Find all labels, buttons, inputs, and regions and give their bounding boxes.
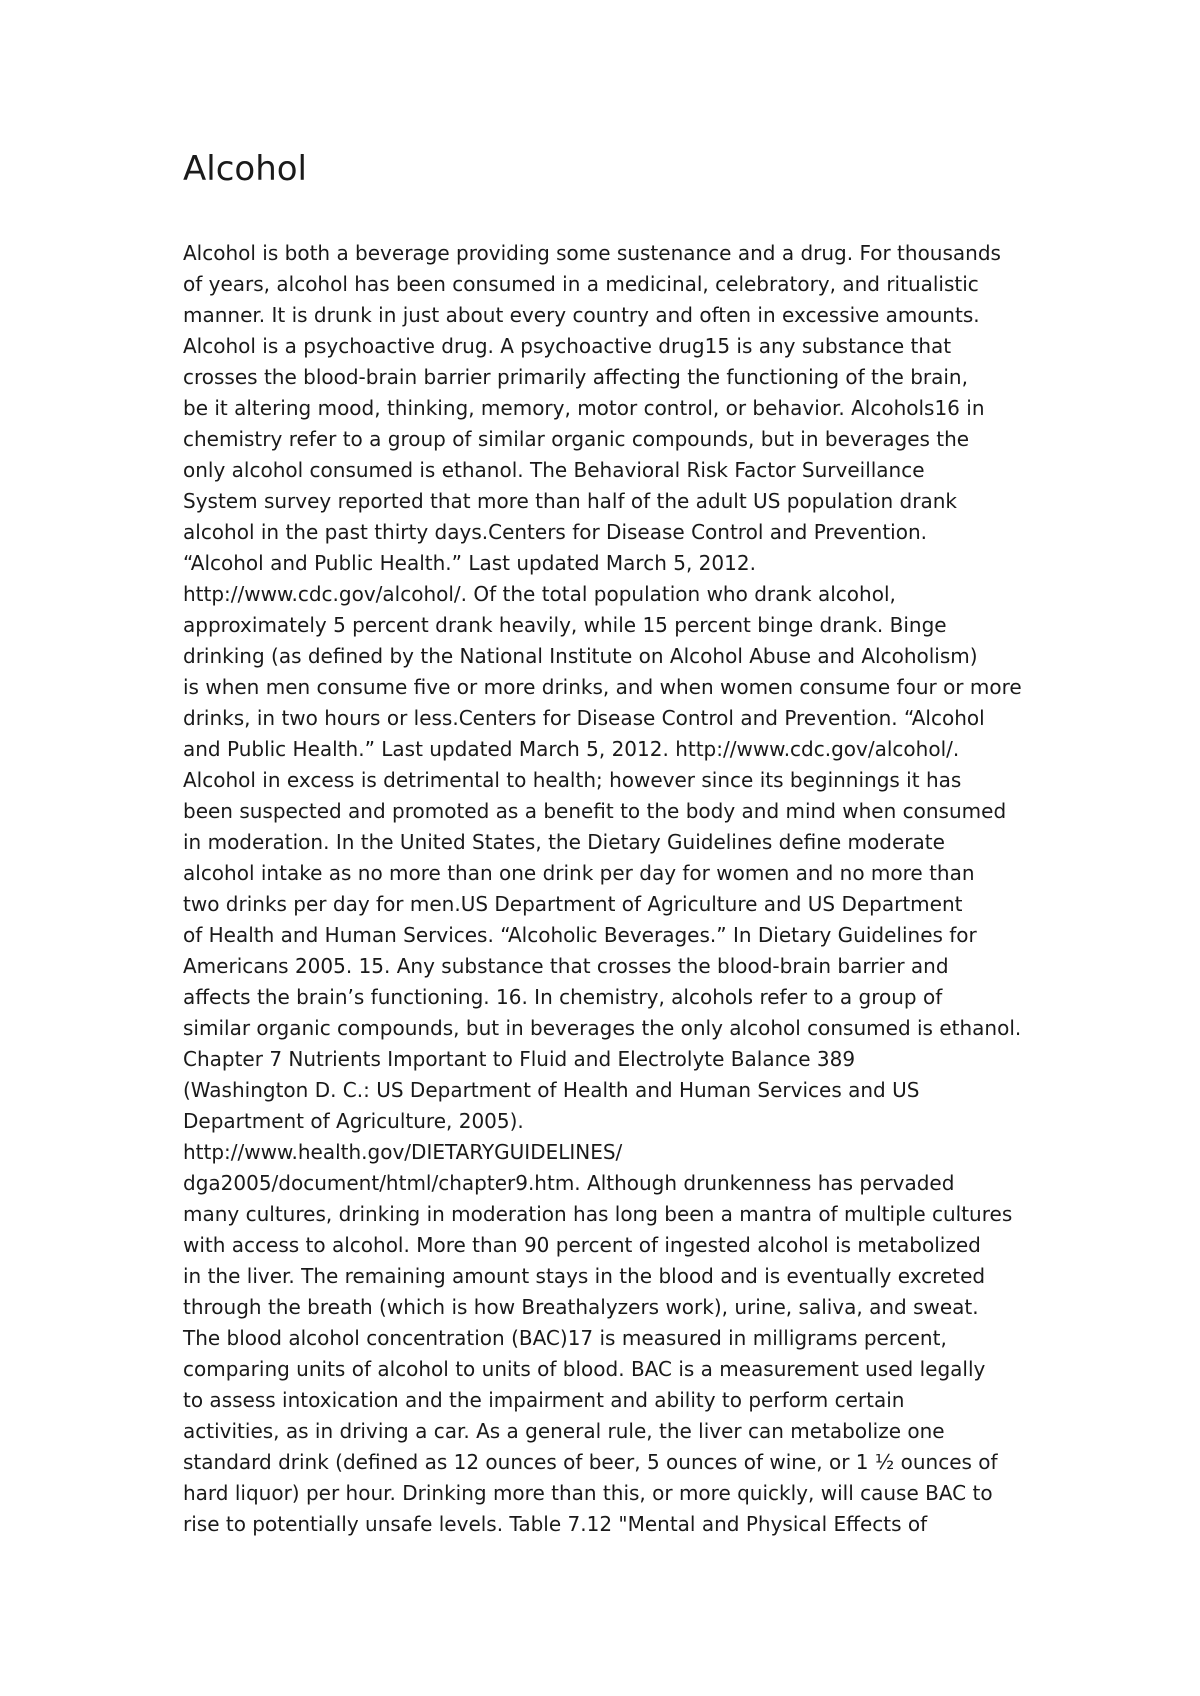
text-line: http://www.health.gov/DIETARYGUIDELINES/ — [183, 1140, 623, 1164]
text-line: Americans 2005. 15. Any substance that crosses the blood-brain barrier and — [183, 954, 949, 978]
text-line: (Washington D. C.: US Department of Health and Human Services and US — [183, 1078, 920, 1102]
text-line: in moderation. In the United States, the Dietary Guidelines define moderate — [183, 830, 945, 854]
text-line: is when men consume five or more drinks, and when women consume four or more — [183, 675, 1022, 699]
text-line: chemistry refer to a group of similar organic compounds, but in beverages the — [183, 427, 970, 451]
text-line: crosses the blood-brain barrier primarily affecting the functioning of the brain, — [183, 365, 968, 389]
text-line: alcohol in the past thirty days.Centers for Disease Control and Prevention. — [183, 520, 927, 544]
text-line: approximately 5 percent drank heavily, while 15 percent binge drank. Binge — [183, 613, 947, 637]
text-line: comparing units of alcohol to units of blood. BAC is a measurement used legally — [183, 1357, 986, 1381]
text-line: of years, alcohol has been consumed in a medicinal, celebratory, and ritualistic — [183, 272, 979, 296]
text-line: Alcohol is both a beverage providing some sustenance and a drug. For thousands — [183, 241, 1001, 265]
text-line: in the liver. The remaining amount stays in the blood and is eventually excreted — [183, 1264, 986, 1288]
text-line: Chapter 7 Nutrients Important to Fluid and Electrolyte Balance 389 — [183, 1047, 856, 1071]
text-line: “Alcohol and Public Health.” Last updated March 5, 2012. — [183, 551, 756, 575]
page-title: Alcohol — [183, 149, 307, 189]
text-line: System survey reported that more than half of the adult US population drank — [183, 489, 957, 513]
text-line: with access to alcohol. More than 90 percent of ingested alcohol is metabolized — [183, 1233, 981, 1257]
text-line: be it altering mood, thinking, memory, motor control, or behavior. Alcohols16 in — [183, 396, 985, 420]
text-line: hard liquor) per hour. Drinking more than this, or more quickly, will cause BAC to — [183, 1481, 993, 1505]
text-line: and Public Health.” Last updated March 5, 2012. http://www.cdc.gov/alcohol/. — [183, 737, 960, 761]
text-line: been suspected and promoted as a benefit to the body and mind when consumed — [183, 799, 1007, 823]
body-paragraph — [183, 238, 1063, 1540]
text-line: rise to potentially unsafe levels. Table 7.12 "Mental and Physical Effects of — [183, 1512, 928, 1536]
text-line: of Health and Human Services. “Alcoholic Beverages.” In Dietary Guidelines for — [183, 923, 977, 947]
text-line: Alcohol is a psychoactive drug. A psychoactive drug15 is any substance that — [183, 334, 952, 358]
text-line: dga2005/document/html/chapter9.htm. Although drunkenness has pervaded — [183, 1171, 955, 1195]
text-line: Alcohol in excess is detrimental to health; however since its beginnings it has — [183, 768, 962, 792]
text-line: activities, as in driving a car. As a general rule, the liver can metabolize one — [183, 1419, 945, 1443]
text-line: to assess intoxication and the impairment and ability to perform certain — [183, 1388, 905, 1412]
text-line: many cultures, drinking in moderation has long been a mantra of multiple cultures — [183, 1202, 1013, 1226]
text-line: http://www.cdc.gov/alcohol/. Of the total population who drank alcohol, — [183, 582, 896, 606]
text-line: standard drink (defined as 12 ounces of beer, 5 ounces of wine, or 1 ½ ounces of — [183, 1450, 998, 1474]
text-line: Department of Agriculture, 2005). — [183, 1109, 524, 1133]
text-line: affects the brain’s functioning. 16. In chemistry, alcohols refer to a group of — [183, 985, 943, 1009]
text-line: alcohol intake as no more than one drink per day for women and no more than — [183, 861, 975, 885]
text-line: through the breath (which is how Breathalyzers work), urine, saliva, and sweat. — [183, 1295, 979, 1319]
text-line: drinking (as defined by the National Institute on Alcohol Abuse and Alcoholism) — [183, 644, 978, 668]
text-line: drinks, in two hours or less.Centers for Disease Control and Prevention. “Alcohol — [183, 706, 985, 730]
text-line: similar organic compounds, but in beverages the only alcohol consumed is ethanol. — [183, 1016, 1022, 1040]
text-line: two drinks per day for men.US Department of Agriculture and US Department — [183, 892, 963, 916]
text-line: The blood alcohol concentration (BAC)17 is measured in milligrams percent, — [183, 1326, 947, 1350]
text-line: manner. It is drunk in just about every country and often in excessive amounts. — [183, 303, 980, 327]
text-line: only alcohol consumed is ethanol. The Behavioral Risk Factor Surveillance — [183, 458, 925, 482]
